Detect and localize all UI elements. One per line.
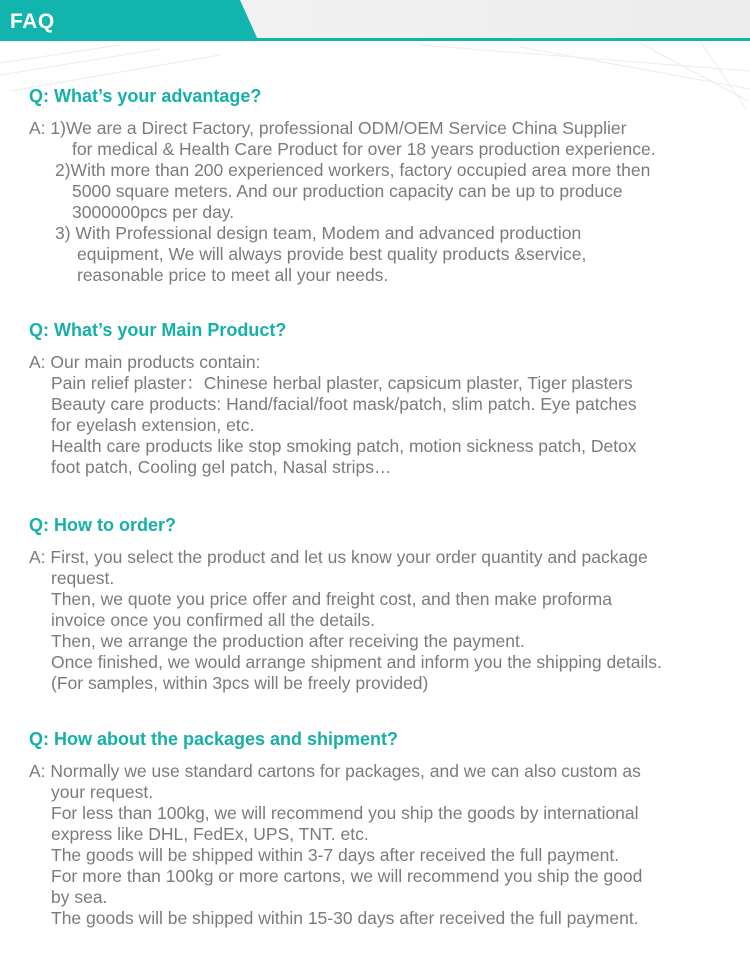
answer-line: 3000000pcs per day. <box>72 202 235 222</box>
answer-line: A: 1)We are a Direct Factory, professional ODM/OEM Service China Supplier <box>29 118 627 138</box>
faq-question-advantage: Q: What’s your advantage? <box>29 86 262 106</box>
answer-line: 5000 square meters. And our production capacity can be up to produce <box>72 181 623 201</box>
answer-line: Then, we quote you price offer and freight cost, and then make proforma <box>51 589 612 609</box>
answer-line: Then, we arrange the production after receiving the payment. <box>51 631 525 651</box>
answer-line: reasonable price to meet all your needs. <box>77 265 389 285</box>
answer-line: The goods will be shipped within 15-30 days after received the full payment. <box>51 908 639 928</box>
answer-line: A: Normally we use standard cartons for packages, and we can also custom as <box>29 761 641 781</box>
faq-answer-advantage <box>29 118 747 286</box>
answer-line: For less than 100kg, we will recommend you ship the goods by international <box>51 803 639 823</box>
answer-line: express like DHL, FedEx, UPS, TNT. etc. <box>51 824 369 844</box>
answer-line: for medical & Health Care Product for over 18 years production experience. <box>72 139 656 159</box>
answer-line: Pain relief plaster：Chinese herbal plaster, capsicum plaster, Tiger plasters <box>51 373 633 393</box>
answer-line: equipment, We will always provide best quality products &service, <box>77 244 587 264</box>
page-title: FAQ <box>10 10 55 33</box>
answer-line: request. <box>51 568 115 588</box>
answer-line: Health care products like stop smoking patch, motion sickness patch, Detox <box>51 436 637 456</box>
answer-line: The goods will be shipped within 3-7 days after received the full payment. <box>51 845 620 865</box>
answer-line: your request. <box>51 782 154 802</box>
answer-line: by sea. <box>51 887 108 907</box>
answer-line: 2)With more than 200 experienced workers, factory occupied area more then <box>55 160 651 180</box>
faq-answer-main-product <box>29 352 747 478</box>
faq-question-packages-shipment: Q: How about the packages and shipment? <box>29 729 399 749</box>
answer-line: (For samples, within 3pcs will be freely provided) <box>51 673 429 693</box>
answer-line: invoice once you confirmed all the details. <box>51 610 375 630</box>
answer-line: 3) With Professional design team, Modem and advanced production <box>55 223 582 243</box>
answer-line: Once finished, we would arrange shipment and inform you the shipping details. <box>51 652 662 672</box>
faq-question-main-product: Q: What’s your Main Product? <box>29 320 287 340</box>
faq-answer-packages-shipment <box>29 761 747 929</box>
answer-line: for eyelash extension, etc. <box>51 415 255 435</box>
faq-answer-how-to-order <box>29 547 747 694</box>
answer-line: foot patch, Cooling gel patch, Nasal strips… <box>51 457 392 477</box>
answer-line: For more than 100kg or more cartons, we will recommend you ship the good <box>51 866 643 886</box>
answer-line: A: First, you select the product and let us know your order quantity and package <box>29 547 648 567</box>
answer-line: Beauty care products: Hand/facial/foot mask/patch, slim patch. Eye patches <box>51 394 637 414</box>
faq-question-how-to-order: Q: How to order? <box>29 515 176 535</box>
answer-line: A: Our main products contain: <box>29 352 261 372</box>
